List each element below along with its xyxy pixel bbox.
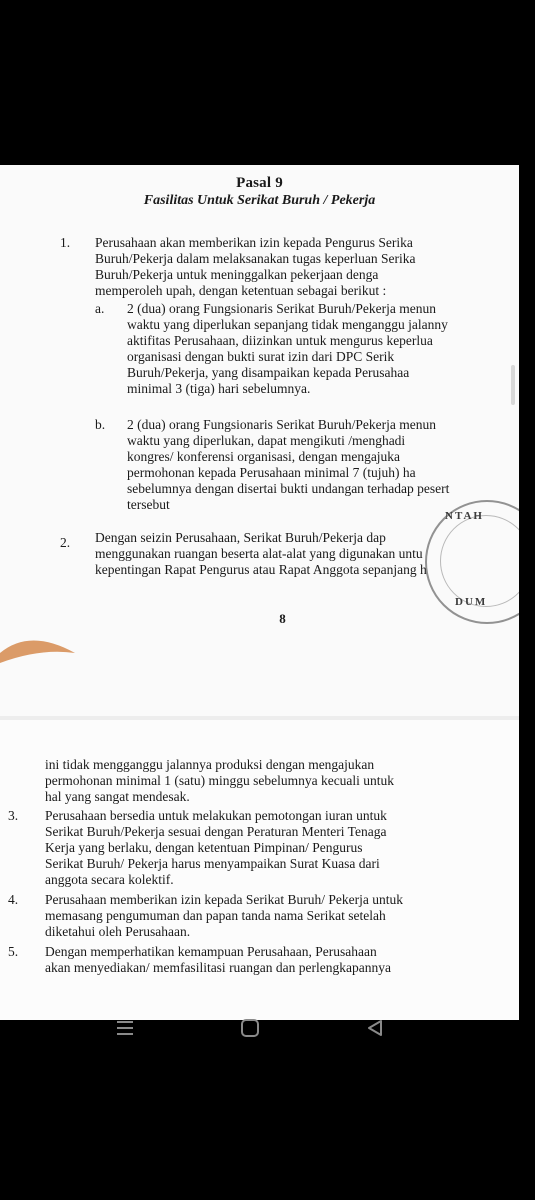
text-line: tersebut [127, 497, 170, 512]
text-line: diketahui oleh Perusahaan. [45, 924, 191, 939]
document-page-1 [0, 165, 519, 718]
text-line: kongres/ konferensi organisasi, dengan mengajuka [127, 449, 401, 464]
text-line: minimal 3 (tiga) hari sebelumnya. [127, 381, 311, 396]
text-line: Dengan memperhatikan kemampuan Perusahaan, Perusahaan [45, 944, 377, 959]
item-number: 4. [8, 892, 19, 907]
text-line: hal yang sangat mendesak. [45, 789, 190, 804]
page-number: 8 [279, 611, 286, 626]
article-title: Pasal 9 [236, 175, 283, 191]
text-line: Serikat Buruh/Pekerja sesuai dengan Peraturan Menteri Tenaga [45, 824, 387, 839]
text-line: permohonan kepada Perusahaan minimal 7 (tujuh) ha [127, 465, 416, 480]
text-line: Kerja yang berlaku, dengan ketentuan Pimpinan/ Pengurus [45, 840, 363, 855]
menu-icon[interactable] [115, 1018, 135, 1038]
stamp-text-top: NTAH [445, 510, 484, 522]
text-line: anggota secara kolektif. [45, 872, 174, 887]
text-line: memperoleh upah, dengan ketentuan sebagai berikut : [95, 283, 387, 298]
item-number: 3. [8, 808, 19, 823]
text-line: Buruh/Pekerja dalam melaksanakan tugas keperluan Serika [95, 251, 416, 266]
item-number: 2. [60, 535, 71, 550]
text-line: Perusahaan bersedia untuk melakukan pemotongan iuran untuk [45, 808, 387, 823]
text-line: menggunakan ruangan beserta alat-alat yang digunakan untu [95, 546, 423, 561]
item-number: 1. [60, 235, 71, 250]
text-line: ini tidak mengganggu jalannya produksi dengan mengajukan [45, 757, 375, 772]
text-line: memasang pengumuman dan papan tanda nama Serikat setelah [45, 908, 386, 923]
item-number: 5. [8, 944, 19, 959]
text-line: permohonan minimal 1 (satu) minggu sebelumnya kecuali untuk [45, 773, 395, 788]
text-line: Buruh/Pekerja untuk meninggalkan pekerjaan denga [95, 267, 379, 282]
text-line: kepentingan Rapat Pengurus atau Rapat Anggota sepanjang h [95, 562, 427, 577]
text-line: Perusahaan memberikan izin kepada Serikat Buruh/ Pekerja untuk [45, 892, 404, 907]
text-line: 2 (dua) orang Fungsionaris Serikat Buruh/Pekerja menun [127, 417, 436, 432]
item-letter: b. [95, 417, 106, 432]
text-line: aktifitas Perusahaan, diizinkan untuk mengurus keperlua [127, 333, 433, 348]
article-heading: Fasilitas Untuk Serikat Buruh / Pekerja [143, 193, 376, 208]
text-line: Dengan seizin Perusahaan, Serikat Buruh/Pekerja dap [95, 530, 386, 545]
text-line: Perusahaan akan memberikan izin kepada Pengurus Serika [95, 235, 413, 250]
scrollbar[interactable] [511, 365, 515, 405]
text-line: waktu yang diperlukan, dapat mengikuti /menghadi [127, 433, 406, 448]
text-line: Serikat Buruh/ Pekerja harus menyampaikan Surat Kuasa dari [45, 856, 380, 871]
text-line: organisasi dengan bukti surat izin dari DPC Serik [127, 349, 395, 364]
back-icon[interactable] [365, 1018, 385, 1038]
orange-smudge [0, 623, 90, 683]
document-page-2 [0, 720, 519, 1020]
text-line: sebelumnya dengan disertai bukti undangan terhadap pesert [127, 481, 450, 496]
stamp-text-bottom: DUM [455, 596, 488, 608]
text-line: Buruh/Pekerja, yang disampaikan kepada Perusahaa [127, 365, 410, 380]
text-line: 2 (dua) orang Fungsionaris Serikat Buruh/Pekerja menun [127, 301, 436, 316]
text-line: akan menyediakan/ memfasilitasi ruangan dan perlengkapannya [45, 960, 391, 975]
home-icon[interactable] [240, 1018, 260, 1038]
item-letter: a. [95, 301, 105, 316]
system-navigation-bar [0, 1018, 535, 1038]
text-line: waktu yang diperlukan sepanjang tidak menganggu jalanny [127, 317, 448, 332]
